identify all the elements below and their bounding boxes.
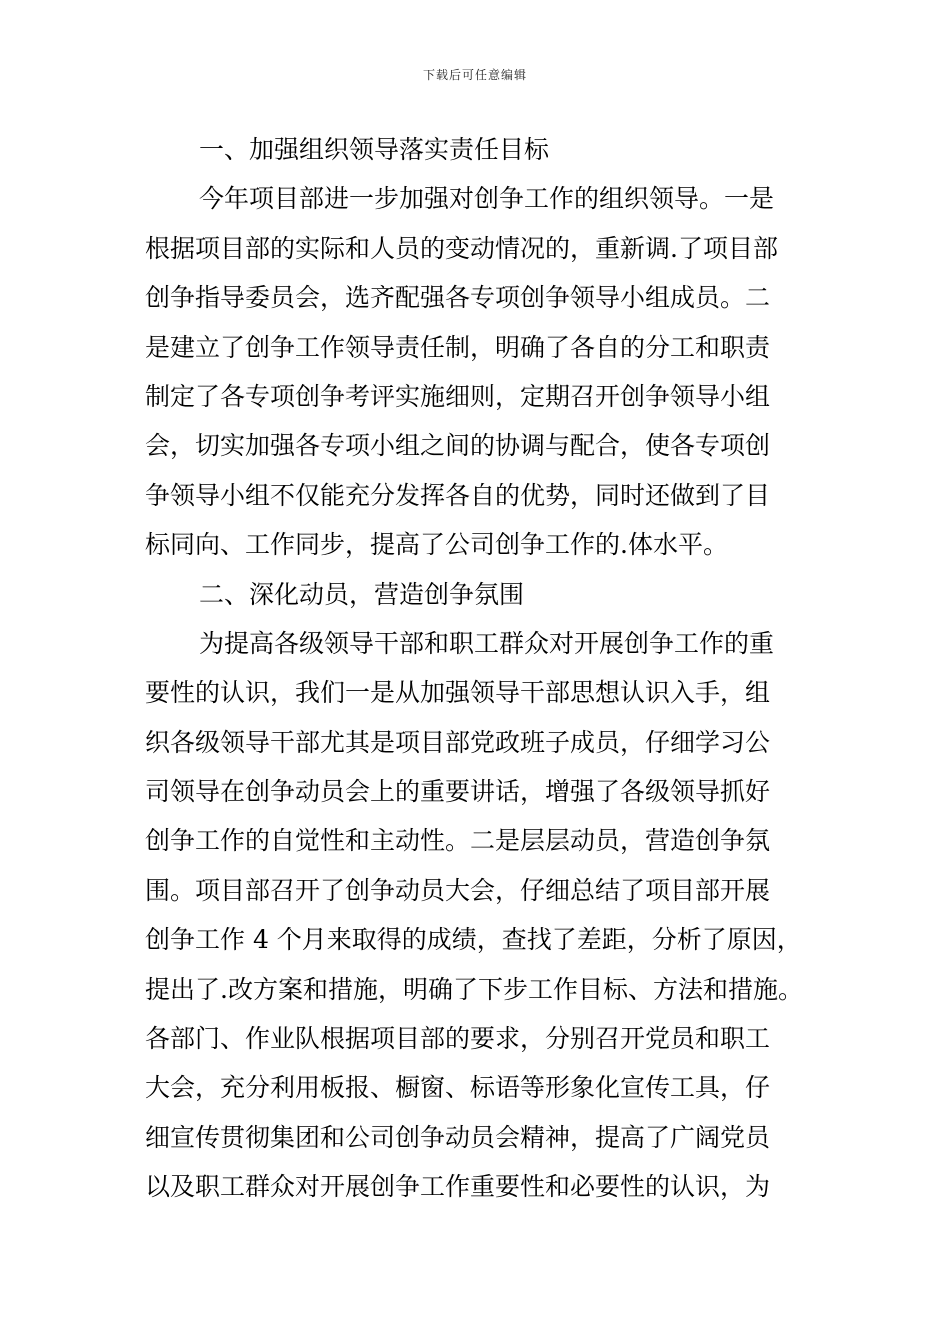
- paragraph-line: 会，切实加强各专项小组之间的协调与配合，使各专项创: [145, 431, 771, 461]
- section-heading: 一、加强组织领导落实责任目标: [199, 135, 550, 164]
- paragraph-line: 各部门、作业队根据项目部的要求，分别召开党员和职工: [145, 1024, 771, 1054]
- paragraph-line: 创争工作 4 个月来取得的成绩，查找了差距，分析了原因，: [145, 925, 802, 955]
- paragraph-line: 今年项目部进一步加强对创争工作的组织领导。一是: [199, 184, 775, 214]
- paragraph-line: 创争指导委员会，选齐配强各专项创争领导小组成员。二: [145, 283, 771, 313]
- paragraph-line: 是建立了创争工作领导责任制，明确了各自的分工和职责: [145, 332, 771, 362]
- paragraph-line: 围。项目部召开了创争动员大会，仔细总结了项目部开展: [145, 875, 771, 905]
- paragraph-line: 制定了各专项创争考评实施细则，定期召开创争领导小组: [145, 381, 771, 411]
- body-text: [145, 125, 815, 1212]
- paragraph-line: 织各级领导干部尤其是项目部党政班子成员，仔细学习公: [145, 727, 771, 757]
- paragraph-line: 根据项目部的实际和人员的变动情况的，重新调.了项目部: [145, 233, 778, 263]
- paragraph-line: 大会，充分利用板报、橱窗、标语等形象化宣传工具，仔: [145, 1073, 771, 1103]
- section-heading: 二、深化动员，营造创争氛围: [199, 579, 525, 609]
- paragraph-line: 提出了.改方案和措施，明确了下步工作目标、方法和措施。: [145, 974, 803, 1004]
- paragraph-line: 标同向、工作同步，提高了公司创争工作的.体水平。: [145, 530, 728, 560]
- header-note: 下载后可任意编辑: [422, 68, 527, 82]
- paragraph-line: 要性的认识，我们一是从加强领导干部思想认识入手，组: [145, 678, 771, 708]
- paragraph-line: 细宣传贯彻集团和公司创争动员会精神，提高了广阔党员: [145, 1122, 771, 1152]
- paragraph-line: 司领导在创争动员会上的重要讲话，增强了各级领导抓好: [145, 777, 771, 807]
- paragraph-line: 为提高各级领导干部和职工群众对开展创争工作的重: [199, 628, 775, 658]
- paragraph-line: 争领导小组不仅能充分发挥各自的优势，同时还做到了目: [145, 480, 771, 510]
- paragraph-line: 创争工作的自觉性和主动性。二是层层动员，营造创争氛: [145, 826, 771, 856]
- paragraph-line: 以及职工群众对开展创争工作重要性和必要性的认识，为: [145, 1172, 771, 1202]
